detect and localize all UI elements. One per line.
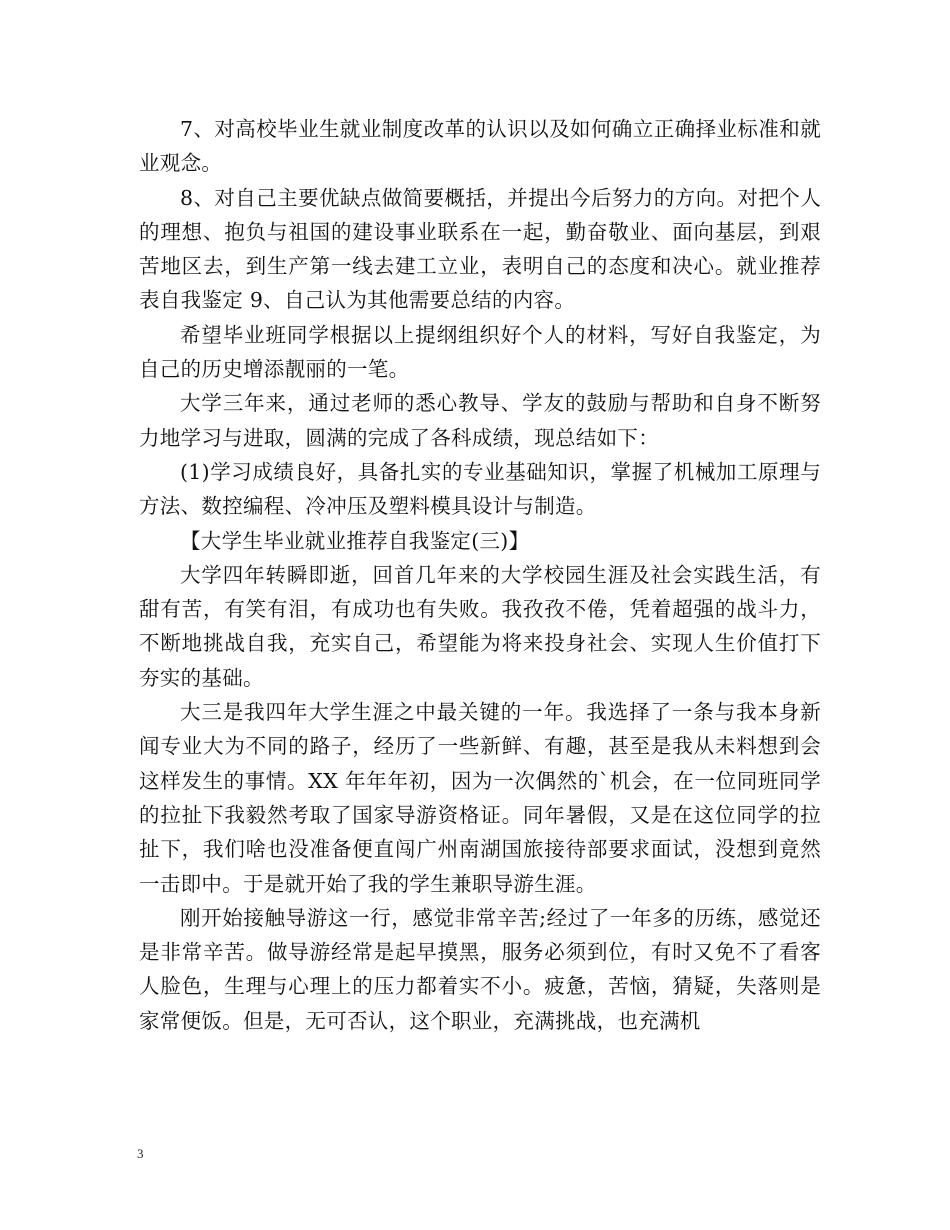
paragraph-junior-year: 大三是我四年大学生涯之中最关键的一年。我选择了一条与我本身新闻专业大为不同的路子，经历了一些新鲜、有趣，甚至是我从未料想到会这样发生的事情。XX 年年年初，因为一次偶然的`机会，在一位同班同学的拉扯下我毅然考取了国家导游资格证。同年暑假，又是在这位同学的拉扯下，我们啥也没准备便直闯广州南湖国旅接待部要求面试，没想到竟然一击即中。于是就开始了我的学生兼职导游生涯。	[139, 700, 821, 896]
paragraph-four-years: 大学四年转瞬即逝，回首几年来的大学校园生涯及社会实践生活，有甜有苦，有笑有泪，有成功也有失败。我孜孜不倦，凭着超强的战斗力，不断地挑战自我，充实自己，希望能为将来投身社会、实现人生价值打下夯实的基础。	[139, 562, 821, 690]
paragraph-item-8: 8、对自己主要优缺点做简要概括，并提出今后努力的方向。对把个人的理想、抱负与祖国的建设事业联系在一起，勤奋敬业、面向基层，到艰苦地区去，到生产第一线去建工立业，表明自己的态度和决心。就业推荐表自我鉴定 9、自己认为其他需要总结的内容。	[139, 185, 821, 313]
paragraph-three-years: 大学三年来，通过老师的悉心教导、学友的鼓励与帮助和自身不断努力地学习与进取，圆满的完成了各科成绩，现总结如下：	[139, 391, 821, 450]
paragraph-hope: 希望毕业班同学根据以上提纲组织好个人的材料，写好自我鉴定，为自己的历史增添靓丽的一笔。	[139, 322, 821, 382]
section-heading: 【大学生毕业就业推荐自我鉴定(三)】	[180, 528, 530, 553]
paragraph-tour-guide: 刚开始接触导游这一行，感觉非常辛苦;经过了一年多的历练，感觉还是非常辛苦。做导游经常是起早摸黑，服务必须到位，有时又免不了看客人脸色，生理与心理上的压力都着实不小。疲惫，苦恼，猜疑，失落则是家常便饭。但是，无可否认，这个职业，充满挑战，也充满机	[139, 905, 821, 1033]
paragraph-study-results: (1)学习成绩良好，具备扎实的专业基础知识，掌握了机械加工原理与方法、数控编程、冷冲压及塑料模具设计与制造。	[139, 459, 821, 519]
document-body	[139, 112, 821, 1038]
page-number: 3	[137, 1146, 144, 1161]
paragraph-item-7: 7、对高校毕业生就业制度改革的认识以及如何确立正确择业标准和就业观念。	[139, 117, 821, 176]
